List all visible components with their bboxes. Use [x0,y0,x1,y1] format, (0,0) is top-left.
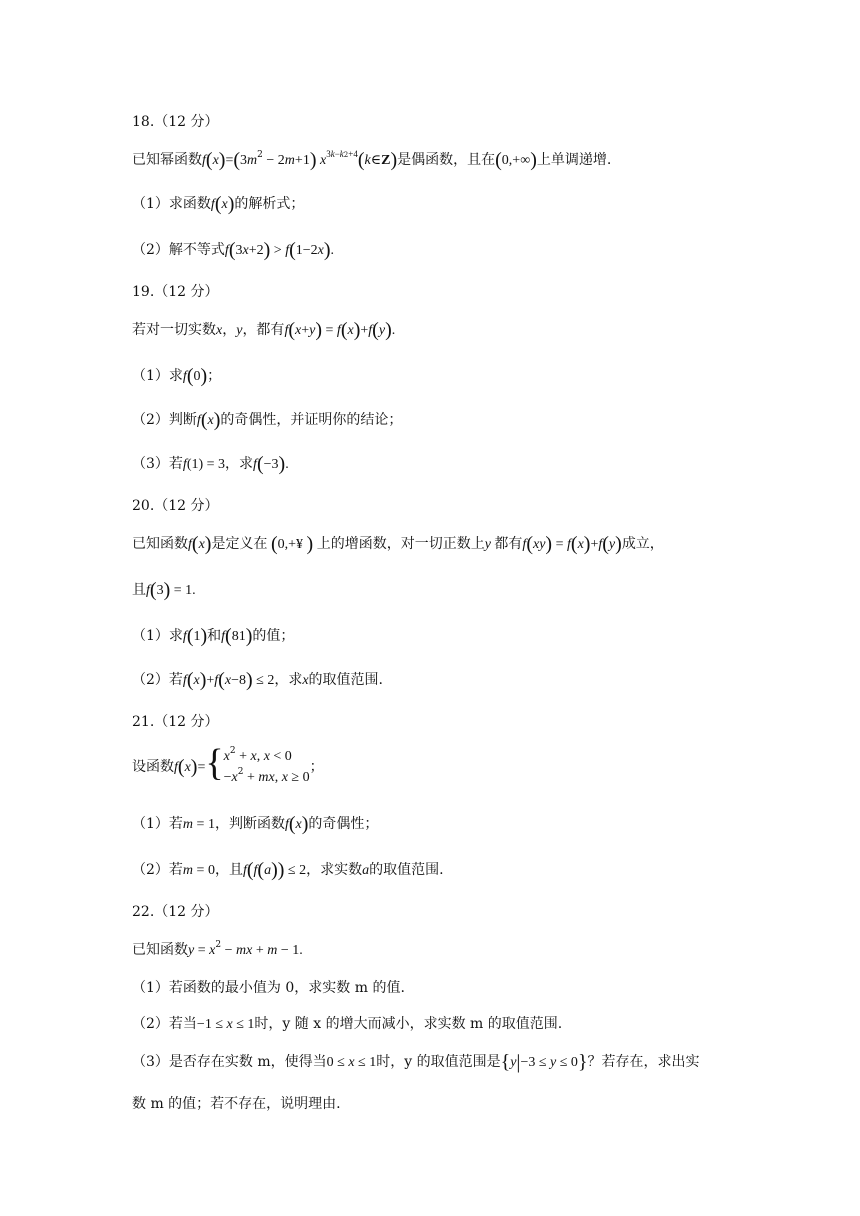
q22-p2-b: 时，y 随 x 的增大而减小，求实数 m 的取值范围. [254,1016,563,1032]
q18-part1: （1）求函数f(x)的解析式； [132,193,305,215]
q20-head-text: 20.（12 分） [132,498,219,514]
q21-p2-c: ，求实数 [306,862,363,878]
q22-p3-a: （3）是否存在实数 m，使得当 [132,1054,327,1070]
q19-p3-a: （3）若 [132,456,183,472]
q18-stem-a: 已知幂函数 [132,152,202,168]
q20-part2: （2）若f(x)+f(x−8) ≤ 2，求x的取值范围. [132,669,383,691]
q22-stem-a: 已知函数 [132,942,188,958]
q22-part3-cont [132,1094,341,1114]
q22-p3-b: 时，y 的取值范围是 [376,1054,501,1070]
q22-p3-d: 数 m 的值；若不存在，说明理由. [132,1096,341,1112]
q20-heading [132,496,219,516]
q22-heading [132,902,219,922]
q20-stem-d: 都有 [494,536,523,552]
q22-head-text: 22.（12 分） [132,904,219,920]
q21-p2-b: ，且 [214,862,243,878]
q21-p2-d: 的取值范围. [369,862,444,878]
q18-p1-a: （1）求函数 [132,196,211,212]
q19-part1: （1）求f(0)； [132,365,222,387]
q21-stem-b: ； [309,759,324,775]
q18-part2: （2）解不等式f(3x+2) > f(1−2x). [132,239,335,261]
q19-stem-c: ，都有 [242,322,285,338]
q18-p2-a: （2）解不等式 [132,242,225,258]
q20-stem: 已知函数f(x)是定义在 (0,+¥ ) 上的增函数，对一切正数上y 都有f(xy) = f(x)+f(y)成立， [132,533,664,555]
q19-p3-b: ，求 [225,456,254,472]
q20-p2-c: 的取值范围. [308,672,383,688]
q20-stem-b: 是定义在 [211,536,268,552]
q19-stem-b: ， [222,322,237,338]
q19-p1-b: ； [207,368,222,384]
q21-part1: （1）若m = 1，判断函数f(x)的奇偶性； [132,813,379,835]
q19-p2-a: （2）判断 [132,412,197,428]
q22-p1-text: （1）若函数的最小值为 0，求实数 m 的值. [132,980,405,996]
q19-p1-a: （1）求 [132,368,183,384]
q20-stem-2: 且f(3) = 1. [132,579,196,601]
q22-part2: （2）若当−1 ≤ x ≤ 1时，y 随 x 的增大而减小，求实数 m 的取值范围. [132,1016,563,1032]
q20-p1-b: 和 [207,628,222,644]
piecewise-brace: { [205,742,224,784]
q19-part3: （3）若f(1) = 3，求f(−3). [132,453,289,475]
q20-p2-a: （2）若 [132,672,183,688]
q22-part3: （3）是否存在实数 m，使得当0 ≤ x ≤ 1时，y 的取值范围是{y|−3 ≤ y ≤ 0}？若存在，求出实 [132,1051,700,1073]
q20-part1: （1）求f(1)和f(81)的值； [132,625,295,647]
q19-p2-b: 的奇偶性，并证明你的结论； [220,412,403,428]
q21-p1-b: ，判断函数 [214,816,285,832]
q22-stem: 已知函数$y = x^2$ − mx + m − 1. [132,940,303,958]
q20-stem-e: 成立， [621,536,664,552]
q19-part2: （2）判断f(x)的奇偶性，并证明你的结论； [132,409,403,431]
q20-stem-c: 上的增函数，对一切正数上 [316,536,485,552]
q21-stem-a: 设函数 [132,759,174,775]
q21-p1-a: （1）若 [132,816,183,832]
q18-stem: 已知幂函数$f(x)=(3m^2 - 2m+1)$ $x^{3k-k2+4}(k\in Z)$是偶函数，且在(0,+∞)上单调递增. [132,149,612,171]
q21-part2: （2）若m = 0，且f(f(a)) ≤ 2，求实数a的取值范围. [132,859,444,881]
q19-stem: 若对一切实数x，y，都有f(x+y) = f(x)+f(y). [132,319,396,341]
q18-heading [132,112,219,132]
q22-p3-c: ？若存在，求出实 [587,1054,700,1070]
q22-p2-a: （2）若当 [132,1016,197,1032]
q20-p1-a: （1）求 [132,628,183,644]
q21-p1-c: 的奇偶性； [308,816,379,832]
q21-p2-a: （2）若 [132,862,183,878]
q22-part1 [132,978,405,998]
q18-p1-b: 的解析式； [234,196,305,212]
q19-head-text: 19.（12 分） [132,284,219,300]
q20-stem-a: 已知函数 [132,536,188,552]
q21-heading [132,712,219,732]
piecewise-cases: $x^2 + x$, x < 0 $-x^2$ + mx, x ≥ 0 [223,746,310,785]
q20-stem2-a: 且 [132,582,146,598]
q21-head-text: 21.（12 分） [132,714,219,730]
q18-stem-c: 上单调递增. [536,152,612,168]
q18-stem-b: 是偶函数，且在 [397,152,496,168]
q21-stem: 设函数$f(x)=\{x^2 + x$, x < 0 $-x^2$ + mx, x ≥ 0； [132,746,324,790]
q19-heading [132,282,219,302]
q19-stem-a: 若对一切实数 [132,322,216,338]
q20-p1-c: 的值； [252,628,295,644]
q18-head-text: 18.（12 分） [132,114,219,130]
q20-p2-b: ，求 [274,672,303,688]
